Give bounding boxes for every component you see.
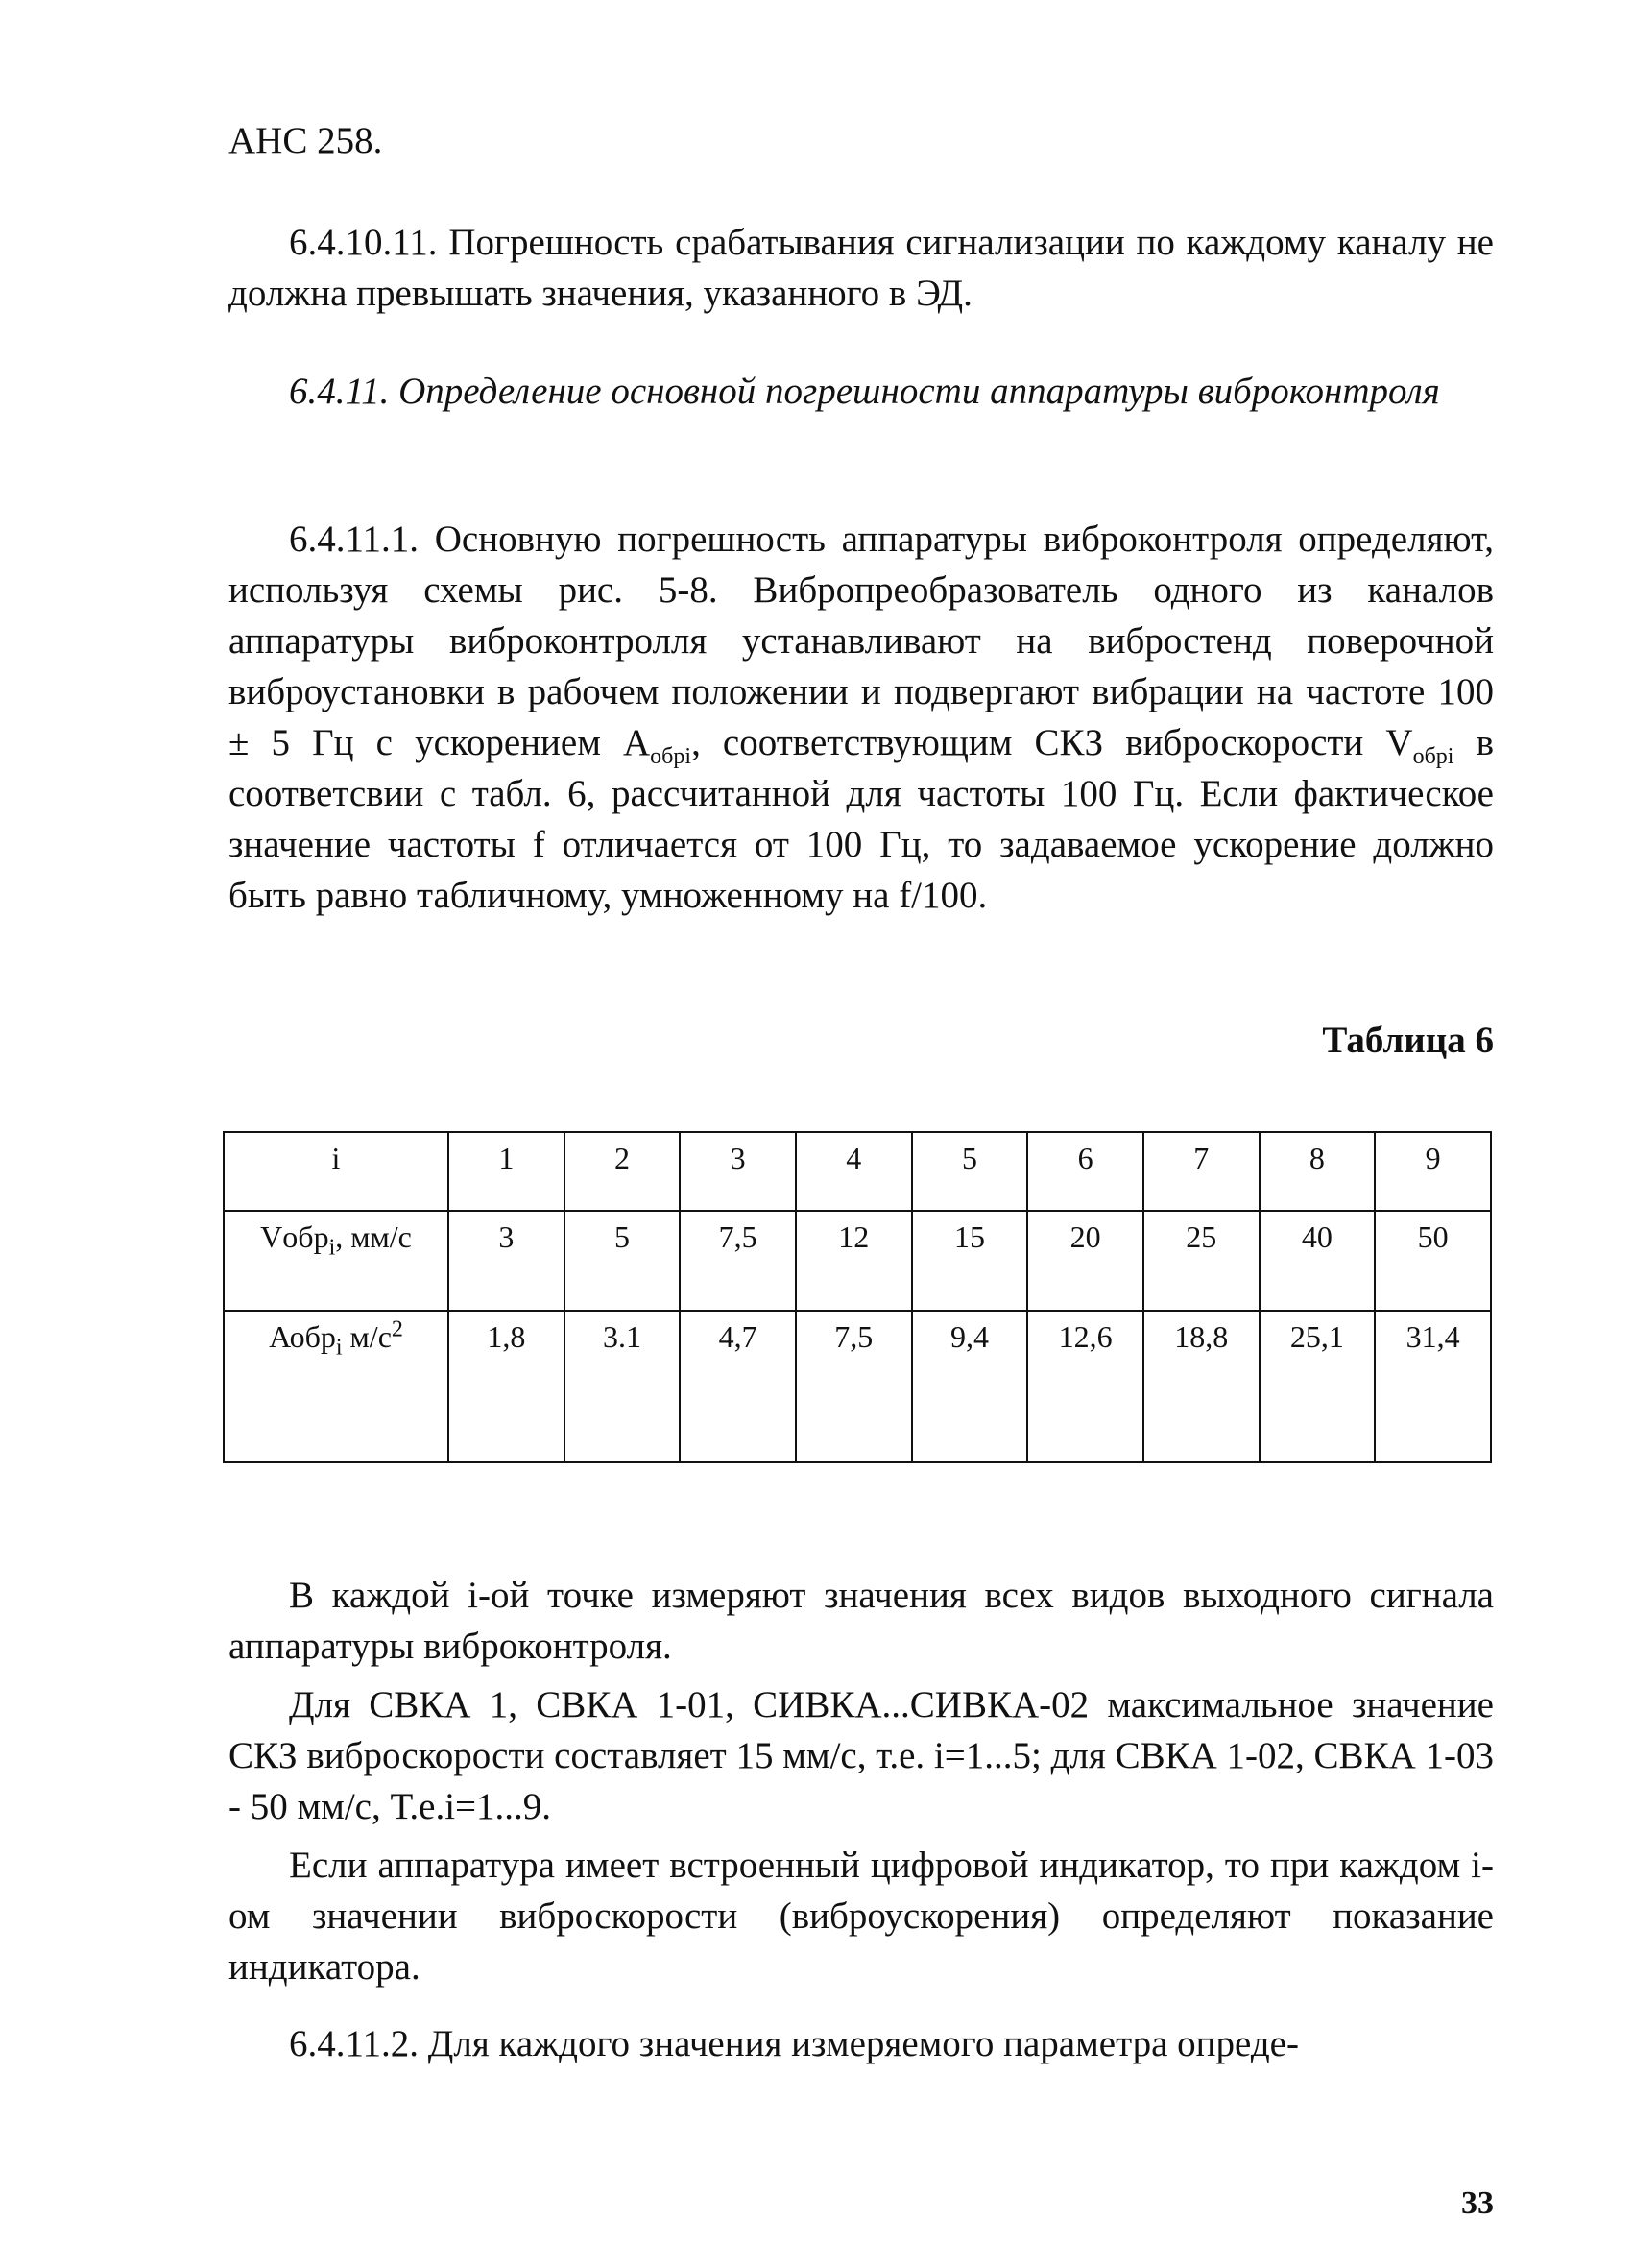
table-cell: 4: [796, 1132, 912, 1211]
table-cell: 12: [796, 1211, 912, 1311]
table-cell: 1,8: [448, 1311, 564, 1462]
paragraph-6-4-10-11: [228, 217, 1494, 319]
data-table: [223, 1131, 1492, 1463]
table-cell: 3: [448, 1211, 564, 1311]
table-cell: 3.1: [564, 1311, 681, 1462]
table-cell: 7,5: [680, 1211, 796, 1311]
table-cell: 5: [564, 1211, 681, 1311]
subscript: обрi: [1412, 743, 1454, 769]
table-cell: 25: [1143, 1211, 1260, 1311]
table-cell: 9,4: [912, 1311, 1028, 1462]
text-part: , соответствующим СКЗ виброскорости V: [691, 722, 1413, 763]
label-unit: м/с: [342, 1319, 392, 1354]
document-code: АНС 258.: [228, 120, 383, 161]
label-main: Vобр: [260, 1219, 329, 1254]
table-cell: 40: [1260, 1211, 1376, 1311]
section-title-text: 6.4.11. Определение основной погрешности аппаратуры виброконтроля: [289, 371, 1440, 412]
table-cell: 2: [564, 1132, 681, 1211]
table-cell: 9: [1375, 1132, 1491, 1211]
table-cell: 4,7: [680, 1311, 796, 1462]
label-subscript: i: [328, 1235, 336, 1261]
paragraph-text: [228, 514, 1494, 921]
page-number: 33: [1461, 2185, 1494, 2221]
paragraph-measure-points: В каждой i-ой точке измеряют значения всех видов выходного сигнала аппаратуры виброконтроля.: [228, 1575, 1494, 1667]
table-cell: 5: [912, 1132, 1028, 1211]
text-part: 6.4.11.1. Основную погрешность аппаратуры виброконтроля определяют, используя схемы рис. 5-8. Вибропреобразователь одного из каналов аппаратуры виброконтролля устанавливают на вибростенд поверочной виброустановки в рабочем положении и подвергают вибрации на частоте 100 ± 5 Гц с ускорением А: [228, 519, 1494, 763]
table-cell: 7: [1143, 1132, 1260, 1211]
paragraphs-after-table: [228, 1570, 1494, 1992]
table-cell: 20: [1027, 1211, 1143, 1311]
table-caption: Таблица 6: [1322, 1020, 1494, 1061]
paragraph-6-4-11-1: [228, 514, 1494, 921]
label-superscript: 2: [391, 1316, 403, 1342]
table-cell: 25,1: [1260, 1311, 1376, 1462]
table-cell: 18,8: [1143, 1311, 1260, 1462]
row-label: [224, 1311, 448, 1462]
paragraph-digital-indicator: Если аппаратура имеет встроенный цифровой индикатор, то при каждом i-ом значении виброскорости (виброускорения) определяют показание индикатора.: [228, 1845, 1494, 1988]
table-cell: 7,5: [796, 1311, 912, 1462]
table-row-a: [224, 1311, 1491, 1462]
row-label: i: [224, 1132, 448, 1211]
table-cell: 1: [448, 1132, 564, 1211]
table-cell: 12,6: [1027, 1311, 1143, 1462]
label-subscript: i: [335, 1335, 343, 1361]
row-label: [224, 1211, 448, 1311]
table-row-i: [224, 1132, 1491, 1211]
paragraph-text: 6.4.10.11. Погрешность срабатывания сигнализации по каждому каналу не должна превышать значения, указанного в ЭД.: [228, 222, 1494, 314]
paragraph-6-4-11-2: [228, 2018, 1494, 2069]
table-cell: 31,4: [1375, 1311, 1491, 1462]
label-main: Аобр: [269, 1319, 336, 1354]
table-row-v: [224, 1211, 1491, 1311]
subscript: обрi: [650, 743, 692, 769]
table-cell: 50: [1375, 1211, 1491, 1311]
section-title-6-4-11: [228, 366, 1494, 417]
table-cell: 6: [1027, 1132, 1143, 1211]
paragraph-svka-ranges: Для СВКА 1, СВКА 1-01, СИВКА...СИВКА-02 максимальное значение СКЗ виброскорости составляет 15 мм/с, т.е. i=1...5; для СВКА 1-02, СВКА 1-03 - 50 мм/с, Т.е.i=1...9.: [228, 1684, 1494, 1827]
table-cell: 3: [680, 1132, 796, 1211]
label-unit: , мм/с: [335, 1219, 412, 1254]
table-cell: 15: [912, 1211, 1028, 1311]
paragraph-text: 6.4.11.2. Для каждого значения измеряемого параметра опреде-: [289, 2023, 1299, 2064]
text-part: в соответсвии с табл. 6, рассчитанной для частоты 100 Гц. Если фактическое значение частоты f отличается от 100 Гц, то задаваемое ускорение должно быть равно табличному, умноженному на f/100.: [228, 722, 1494, 916]
table-cell: 8: [1260, 1132, 1376, 1211]
